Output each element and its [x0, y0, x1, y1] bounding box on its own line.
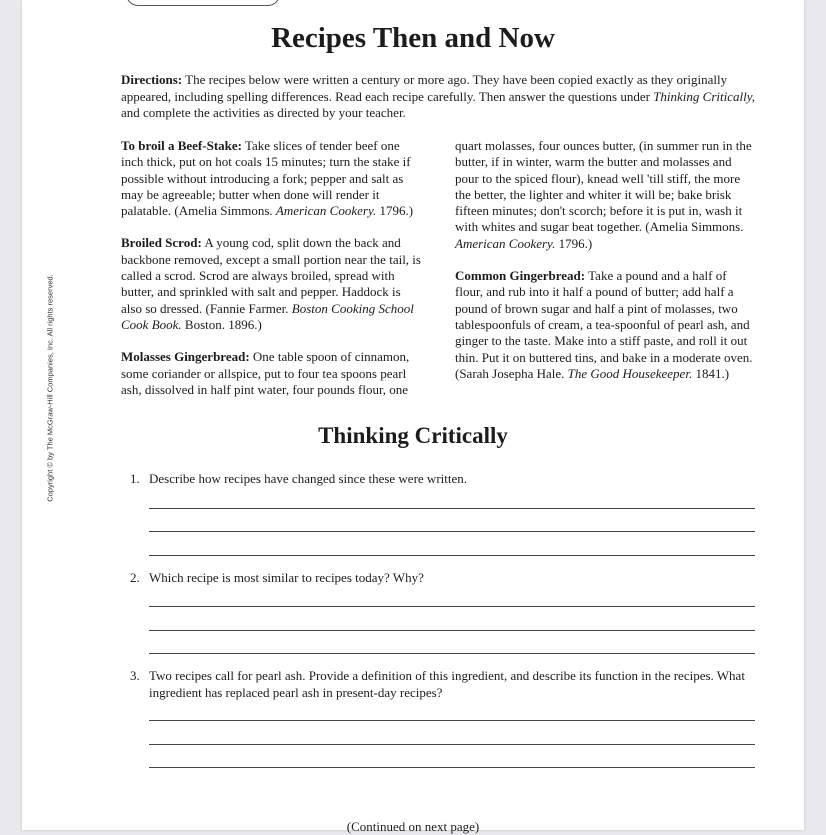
recipe-source: American Cookery. — [275, 203, 377, 219]
page-title: Recipes Then and Now — [271, 22, 555, 54]
question-3 — [130, 668, 758, 701]
recipe-text: A young cod, split down the back and backbone removed, except a small portion near the tail, is called a scrod. Scrod are always broiled, spread with butter, and sprinkled with salt and pepper. Haddock is also so dressed. (Fannie Farmer. — [121, 235, 421, 316]
question-1 — [130, 471, 758, 488]
answer-line[interactable] — [149, 720, 755, 721]
recipe-text: One table spoon of cinnamon, some coriander or allspice, put to four tea spoons pearl ash, dissolved in half pint water, four pounds flour, one — [121, 349, 410, 397]
directions-text-1: The recipes below were written a century or more ago. They have been copied exactly as they originally appeared, including spelling differences. Read each recipe carefully. Then answer the questions under — [121, 72, 728, 104]
recipe-molasses-gingerbread — [121, 349, 421, 398]
answer-line[interactable] — [149, 555, 755, 556]
answer-line[interactable] — [149, 531, 755, 532]
section-title: Thinking Critically — [318, 423, 508, 448]
recipe-text: Take slices of tender beef one inch thick, put on hot coals 15 minutes; turn the stake if possible without introducing a fork; pepper and salt as may be agreeable; butter when done will render it palatable. (Amelia Simmons. — [121, 138, 411, 219]
question-text: Which recipe is most similar to recipes today? Why? — [149, 570, 424, 585]
section-tab — [126, 0, 280, 6]
recipe-common-gingerbread — [455, 268, 755, 382]
answer-line[interactable] — [149, 606, 755, 607]
directions-text-2: and complete the activities as directed by your teacher. — [121, 105, 406, 120]
question-text: Describe how recipes have changed since these were written. — [149, 471, 467, 486]
recipe-source: The Good Housekeeper. — [567, 365, 693, 381]
answer-line[interactable] — [149, 508, 755, 509]
recipe-source: American Cookery. — [455, 235, 556, 251]
directions-italic: Thinking Critically, — [653, 88, 756, 104]
recipe-title: Molasses Gingerbread: — [121, 349, 250, 365]
recipe-text: quart molasses, four ounces butter, (in summer run in the butter, if in winter, warm the butter and molasses and pour to the spiced flour), knead well 'till stiff, the more the better, the lighter and whiter it will be; bake brisk fifteen minutes; don't scorch; before it is put in, wash it with whites and sugar beat together. (Amelia Simmons. — [455, 138, 752, 235]
recipe-text: Take a pound and a half of flour, and rub into it half a pound of butter; add half a pound of brown sugar and half a pint of molasses, two tablespoonfuls of cream, a tea-spoonful of pearl ash, and ginger to the taste. Make into a stiff paste, and roll it out thin. Put it on buttered tins, and bake in a moderate oven. (Sarah Josepha Hale. — [455, 268, 753, 381]
recipe-year: 1796.) — [555, 235, 593, 251]
copyright-notice: Copyright © by The McGraw-Hill Companies, Inc. All rights reserved. — [45, 274, 55, 502]
recipe-year: Boston. 1896.) — [181, 316, 262, 332]
recipes-right-column — [455, 138, 755, 382]
recipes-left-column — [121, 138, 421, 398]
question-2 — [130, 570, 758, 587]
worksheet-page — [22, 0, 804, 834]
recipe-title: Common Gingerbread: — [455, 268, 586, 284]
question-number: 3. — [130, 668, 140, 683]
recipe-year: 1796.) — [376, 203, 414, 219]
recipe-title: Broiled Scrod: — [121, 235, 202, 251]
answer-line[interactable] — [149, 630, 755, 631]
recipe-beef-stake — [121, 138, 421, 219]
answer-line[interactable] — [149, 653, 755, 654]
question-number: 2. — [130, 570, 140, 585]
answer-line[interactable] — [149, 767, 755, 768]
directions-label: Directions: — [121, 72, 183, 87]
recipe-year: 1841.) — [692, 365, 730, 381]
directions — [121, 72, 757, 122]
recipe-source: Boston Cooking School Cook Book. — [121, 300, 414, 332]
continued-note: (Continued on next page) — [346, 819, 480, 834]
recipe-molasses-gingerbread-continued — [455, 138, 755, 252]
question-text: Two recipes call for pearl ash. Provide a definition of this ingredient, and describe its function in the recipes. What ingredient has replaced pearl ash in present-day recipes? — [149, 668, 745, 700]
answer-line[interactable] — [149, 744, 755, 745]
recipe-title: To broil a Beef-Stake: — [121, 138, 242, 153]
recipe-broiled-scrod — [121, 235, 421, 333]
question-number: 1. — [130, 471, 140, 486]
